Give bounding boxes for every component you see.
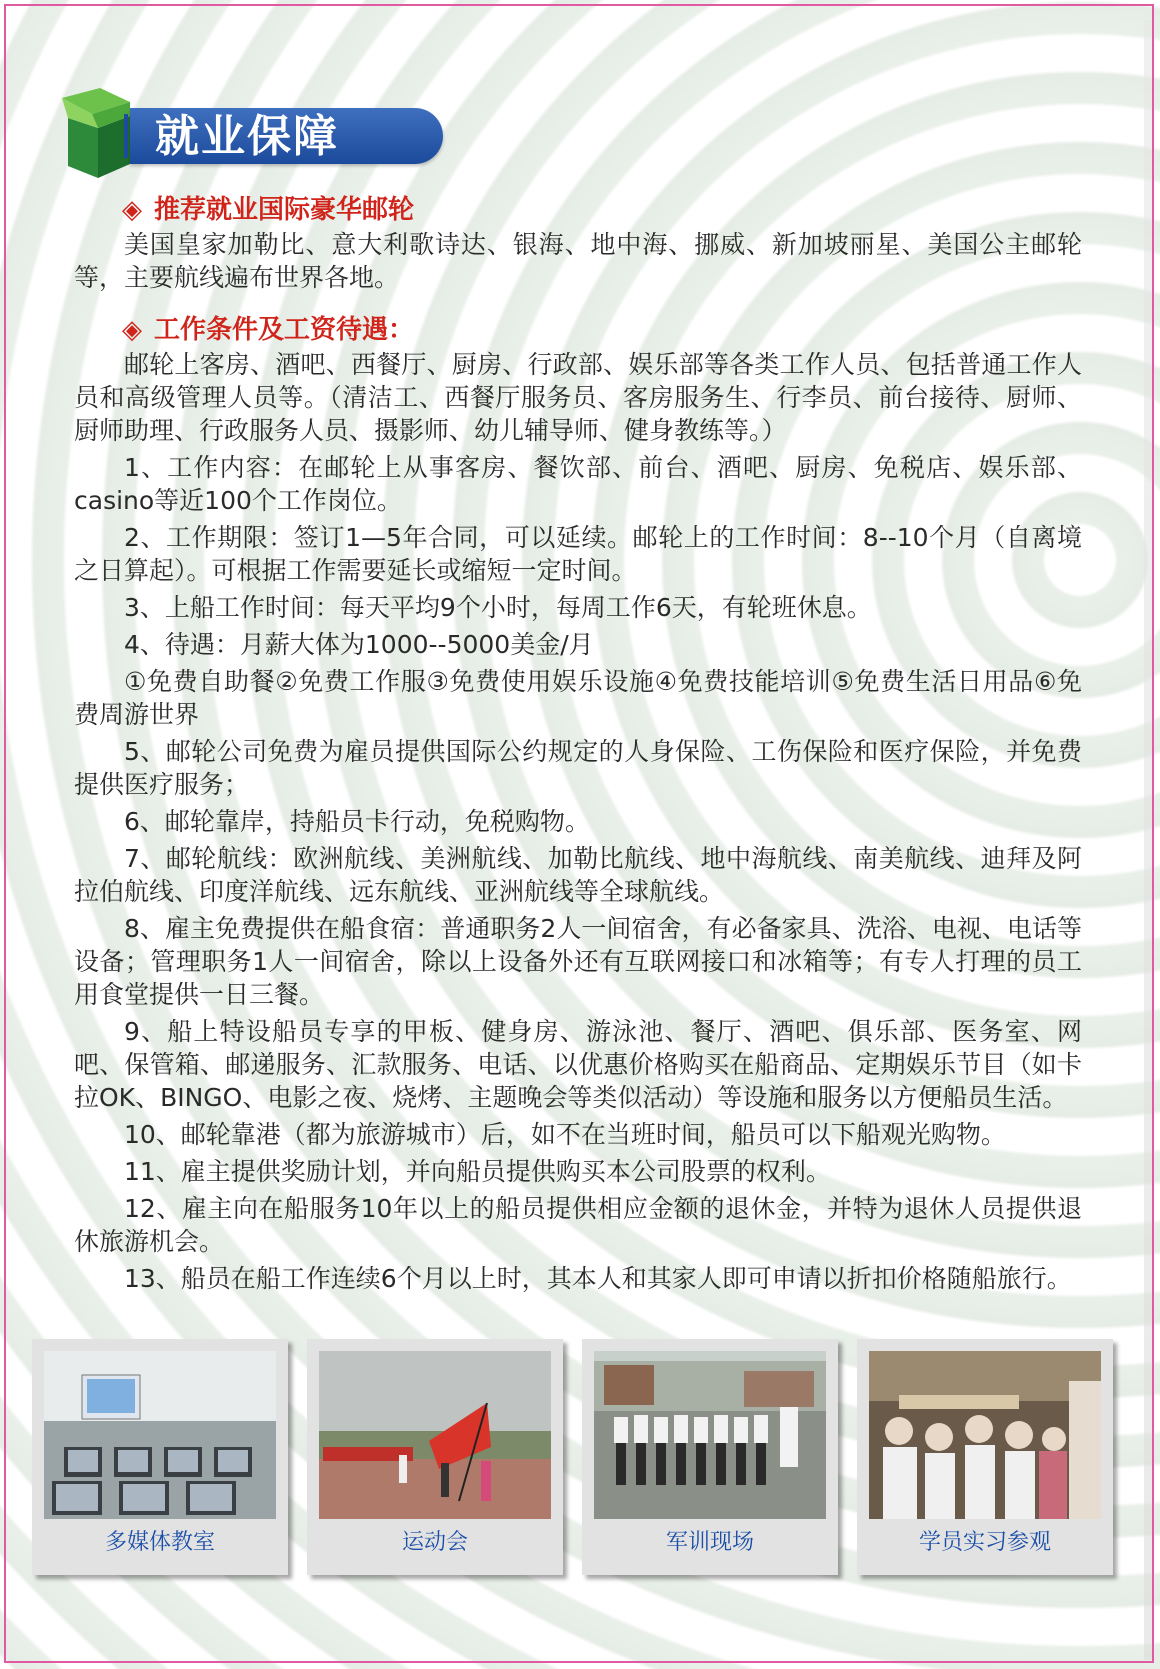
photo-caption: 军训现场 — [665, 1530, 754, 1555]
photo-caption: 学员实习参观 — [918, 1530, 1051, 1555]
paragraph-item-3: 3、上船工作时间：每天平均9个小时，每周工作6天，有轮班休息。 — [124, 593, 872, 622]
diamond-bullet-icon: ◈ — [122, 315, 142, 345]
diamond-bullet-icon: ◈ — [122, 195, 142, 225]
page-title: 就业保障 — [155, 111, 339, 162]
decorative-strip — [1144, 20, 1152, 1660]
paragraph-item-1: 1、工作内容：在邮轮上从事客房、餐饮部、前台、酒吧、厨房、免税店、娱乐部、casino等近100个工作岗位。 — [74, 453, 1082, 515]
military-training-photo — [594, 1351, 826, 1519]
sports-meet-photo — [319, 1351, 551, 1519]
paragraph-item-5: 5、邮轮公司免费为雇员提供国际公约规定的人身保险、工伤保险和医疗保险，并免费提供医疗服务； — [74, 737, 1082, 799]
section-heading-conditions: ◈ 工作条件及工资待遇： — [74, 312, 1082, 348]
section-heading-cruise-lines: ◈ 推荐就业国际豪华邮轮 — [74, 192, 1082, 228]
paragraph-item-6: 6、邮轮靠岸，持船员卡行动，免税购物。 — [124, 807, 590, 836]
paragraph-item-7: 7、邮轮航线：欧洲航线、美洲航线、加勒比航线、地中海航线、南美航线、迪拜及阿拉伯航线、印度洋航线、远东航线、亚洲航线等全球航线。 — [74, 844, 1082, 906]
photo-gallery — [32, 1339, 1116, 1579]
paragraph-cruise-lines: 美国皇家加勒比、意大利歌诗达、银海、地中海、挪威、新加坡丽星、美国公主邮轮等，主要航线遍布世界各地。 — [74, 230, 1082, 292]
content-body — [74, 192, 1082, 1299]
paragraph-item-11: 11、雇主提供奖励计划，并向船员提供购买本公司股票的权利。 — [124, 1157, 831, 1186]
paragraph-positions: 邮轮上客房、酒吧、西餐厅、厨房、行政部、娱乐部等各类工作人员、包括普通工作人员和高级管理人员等。（清洁工、西餐厅服务员、客房服务生、行李员、前台接待、厨师、厨师助理、行政服务人员、摄影师、幼儿辅导师、健身教练等。） — [74, 350, 1082, 445]
paragraph-item-10: 10、邮轮靠港（都为旅游城市）后，如不在当班时间，船员可以下船观光购物。 — [124, 1120, 1006, 1149]
photo-caption: 运动会 — [401, 1530, 468, 1555]
photo-card-military-training — [582, 1339, 838, 1575]
paragraph-item-12: 12、雇主向在船服务10年以上的船员提供相应金额的退休金，并特为退休人员提供退休旅游机会。 — [74, 1194, 1082, 1256]
paragraph-benefits: ①免费自助餐②免费工作服③免费使用娱乐设施④免费技能培训⑤免费生活日用品⑥免费周游世界 — [74, 667, 1082, 729]
paragraph-item-9: 9、船上特设船员专享的甲板、健身房、游泳池、餐厅、酒吧、俱乐部、医务室、网吧、保管箱、邮递服务、汇款服务、电话、以优惠价格购买在船商品、定期娱乐节目（如卡拉OK、BINGO、电影之夜、烧烤、主题晚会等类似活动）等设施和服务以方便船员生活。 — [74, 1017, 1082, 1112]
classroom-photo — [44, 1351, 276, 1519]
photo-caption: 多媒体教室 — [104, 1530, 215, 1555]
paragraph-item-8: 8、雇主免费提供在船食宿：普通职务2人一间宿舍，有必备家具、洗浴、电视、电话等设备；管理职务1人一间宿舍，除以上设备外还有互联网接口和冰箱等；有专人打理的员工用食堂提供一日三餐。 — [74, 914, 1082, 1009]
photo-card-classroom — [32, 1339, 288, 1575]
paragraph-item-13: 13、船员在船工作连续6个月以上时，其本人和其家人即可申请以折扣价格随船旅行。 — [124, 1264, 1072, 1293]
photo-card-sports-meet — [307, 1339, 563, 1575]
photo-card-internship-visit — [857, 1339, 1113, 1575]
internship-visit-photo — [869, 1351, 1101, 1519]
paragraph-item-4: 4、待遇：月薪大体为1000--5000美金/月 — [124, 630, 594, 659]
paragraph-item-2: 2、工作期限：签订1—5年合同，可以延续。邮轮上的工作时间：8--10个月（自离境之日算起）。可根据工作需要延长或缩短一定时间。 — [74, 523, 1082, 585]
